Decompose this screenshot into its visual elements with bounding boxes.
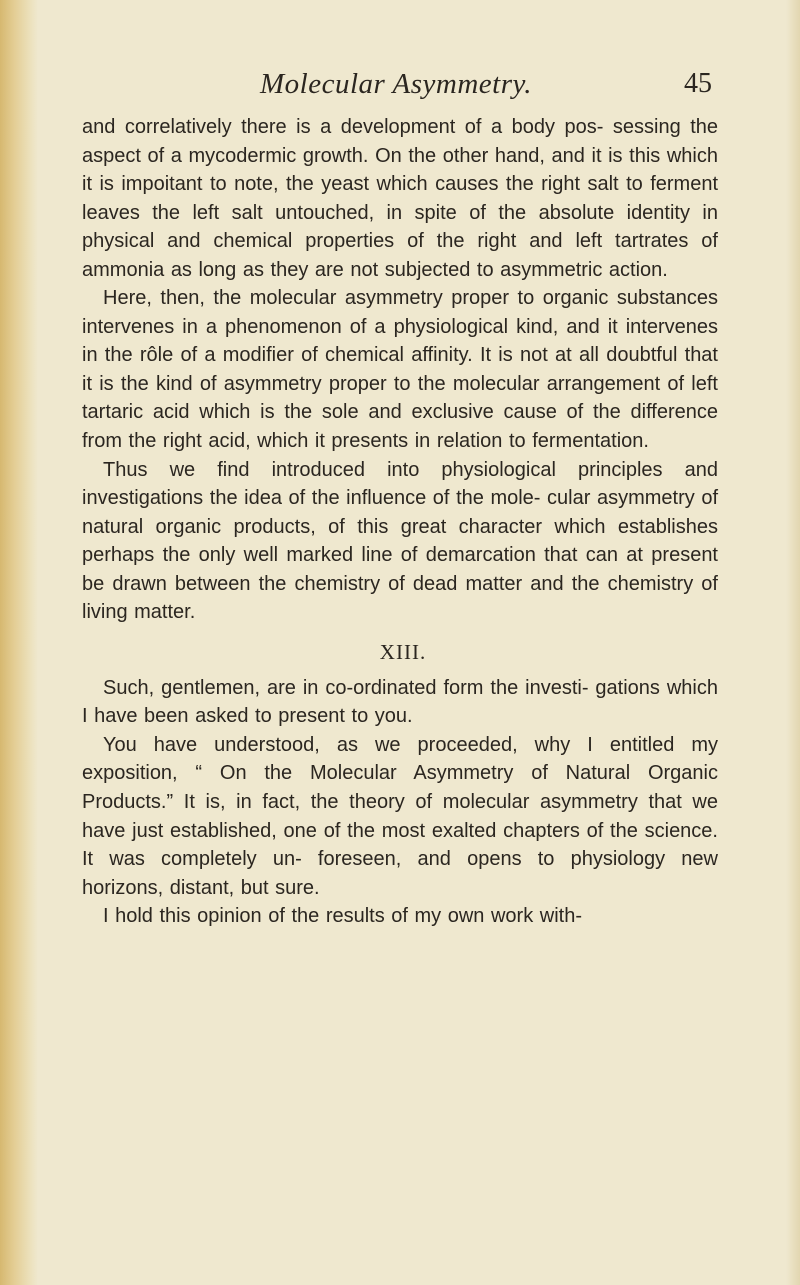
section-heading: XIII. [379,639,427,664]
book-spine-shadow [0,0,38,1285]
paragraph: I hold this opinion of the results of my own work with- [103,905,582,928]
running-title: Molecular Asymmetry. [260,68,533,100]
paragraph: Such, gentlemen, are in co-ordinated form the investi- gations which I have been asked to present to you. [82,676,718,728]
page-number: 45 [684,68,712,99]
running-header [82,68,712,108]
paragraph: Thus we find introduced into physiological principles and investigations the idea of the influence of the mole- cular asymmetry of natural organic products, of this great character which establishes perhaps the only well marked line of demarcation that can at present be drawn between the chemistry of dead matter and the chemistry of living matter. [82,458,718,624]
page-body [82,113,718,931]
page-edge [786,0,800,1285]
paragraph-continued: and correlatively there is a development of a body pos- sessing the aspect of a mycodermic growth. On the other hand, and it is this which it is impoitant to note, the yeast which causes the right salt to ferment leaves the left salt untouched, in spite of the absolute identity in physical and chemical properties of the right and left tartrates of ammonia as long as they are not subjected to asymmetric action. [82,116,718,281]
paragraph: Here, then, the molecular asymmetry proper to organic substances intervenes in a phenomenon of a physiological kind, and it intervenes in the rôle of a modifier of chemical affinity. It is not at all doubtful that it is the kind of asymmetry proper to the molecular arrangement of left tartaric acid which is the sole and exclusive cause of the difference from the right acid, which it presents in relation to fermentation. [82,287,718,453]
paragraph: You have understood, as we proceeded, why I entitled my exposition, “ On the Molecular Asymmetry of Natural Organic Products.” It is, in fact, the theory of molecular asymmetry that we have just established, one of the most exalted chapters of the science. It was completely un- foreseen, and opens to physiology new horizons, distant, but sure. [82,733,718,899]
